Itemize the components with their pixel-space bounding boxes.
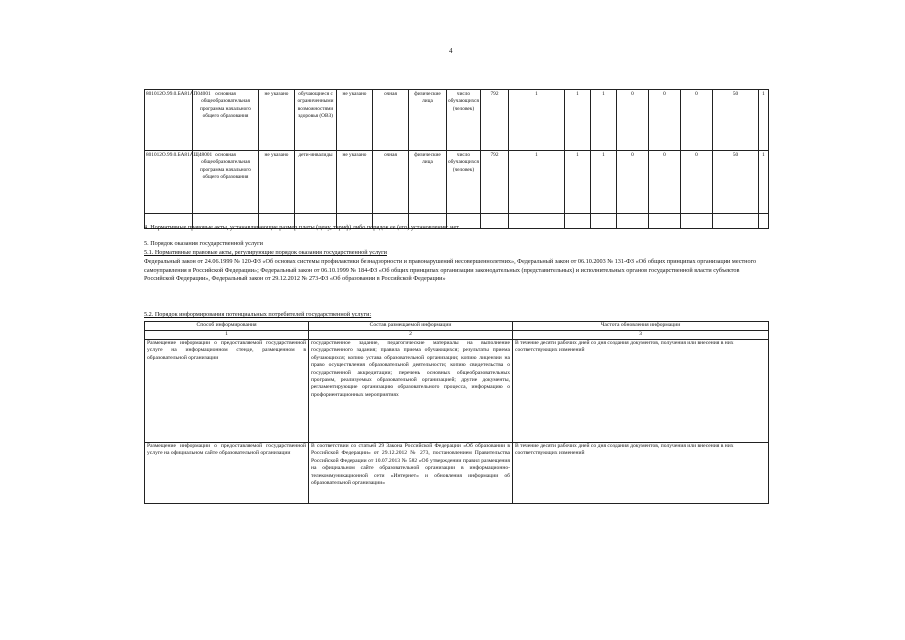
- program-cell: основная общеобразовательная программа начального общего образования: [193, 90, 259, 151]
- table-cell: не указано: [259, 90, 295, 151]
- table-cell: очная: [373, 90, 409, 151]
- informing-table: [144, 321, 769, 504]
- table-row: [145, 443, 769, 504]
- table-header-row: [145, 322, 769, 331]
- table-cell: 0: [649, 90, 681, 151]
- information-content: В соответствии со статьей 29 Закона Российской Федерации «Об образовании в Российской Федерации» от 29.12.2012 № 273, постановлением Правительства Российской Федерации от 10.07.2013 № 582 «Об утверждении правил размещения на официальном сайте образовательной организации в информационно-телекоммуникационной сети «Интернет» и обновления информации об образовательной организации»: [309, 443, 513, 504]
- section-4-text: 4. Нормативные правовые акты, устанавливающие размер платы (цену, тариф) либо порядок ее (его) установления: нет: [144, 224, 459, 231]
- registry-code: 801012О.99.0.БА81АП04001: [145, 90, 193, 151]
- table-cell: дети-инвалиды: [295, 151, 337, 214]
- column-number: 2: [309, 331, 513, 340]
- table-cell: не указано: [337, 151, 373, 214]
- information-content: государственное задание, педагогические материалы на выполнение государственного задания; правила приема обучающихся; результаты приема обучающихся; копию устава образовательной организации; копию лицензии на право осуществления образовательной деятельности; копию свидетельства о государственной аккредитации; перечень основных общеобразовательных программ, реализуемых образовательной организацией; другие документы, регламентирующие организацию образовательного процесса, информацию о профориентационных мероприятиях: [309, 340, 513, 443]
- section-5-1-text: Федеральный закон от 24.06.1999 № 120-ФЗ «Об основах системы профилактики безнадзорности и правонарушений несовершеннолетних», Федеральный закон от 06.10.2003 № 131-ФЗ «Об общих принципах организации местного самоуправления в Российской Федерации»; Федеральный закон от 06.10.1999 № 184-ФЗ «Об общих принципах организации законодательных (представительных) и исполнительных органов государственной власти субъектов Российской Федерации», Федеральный закон от 29.12.2012 № 273-ФЗ «Об образовании в Российской Федерации»: [144, 258, 757, 283]
- update-frequency: В течение десяти рабочих дней со дня создания документов, получения или внесения в них соответствующих изменений: [513, 443, 769, 504]
- table-cell: 1: [591, 151, 617, 214]
- table-cell: 1: [565, 90, 591, 151]
- column-number: 3: [513, 331, 769, 340]
- column-header: Частота обновления информации: [513, 322, 769, 331]
- informing-method: Размещение информации о предоставляемой государственной услуге на официальном сайте образовательной организации: [145, 443, 309, 504]
- table-cell: 0: [617, 151, 649, 214]
- column-header: Состав размещаемой информации: [309, 322, 513, 331]
- table-cell: 0: [617, 90, 649, 151]
- table-cell: 0: [681, 151, 713, 214]
- table-row: [145, 90, 769, 151]
- table-cell: 1: [509, 90, 565, 151]
- page-number: 4: [449, 47, 453, 55]
- table-cell: 1: [759, 90, 769, 151]
- section-5-2-heading: 5.2. Порядок информирования потенциальных потребителей государственной услуги:: [144, 311, 372, 318]
- column-header: Способ информирования: [145, 322, 309, 331]
- registry-code: 801012О.99.0.БА81АЩ48001: [145, 151, 193, 214]
- table-cell: 792: [481, 151, 509, 214]
- indicators-table: [144, 89, 769, 229]
- table-cell: не указано: [337, 90, 373, 151]
- table-row: [145, 340, 769, 443]
- table-row: [145, 151, 769, 214]
- table-cell: обучающиеся с ограниченными возможностями здоровья (ОВЗ): [295, 90, 337, 151]
- table-cell: 50: [713, 151, 759, 214]
- update-frequency: В течение десяти рабочих дней со дня создания документов, получения или внесения в них соответствующих изменений: [513, 340, 769, 443]
- table-cell: число обучающихся (человек): [447, 151, 481, 214]
- program-cell: основная общеобразовательная программа начального общего образования: [193, 151, 259, 214]
- table-cell: 0: [649, 151, 681, 214]
- table-cell: 0: [681, 90, 713, 151]
- table-cell: очная: [373, 151, 409, 214]
- section-5-heading: 5. Порядок оказания государственной услуги: [144, 240, 263, 247]
- table-cell: физические лица: [409, 90, 447, 151]
- section-5-1-heading: 5.1. Нормативные правовые акты, регулирующие порядок оказания государственной услуги: [144, 249, 387, 256]
- informing-method: Размещение информации о предоставляемой государственной услуге на информационном стенде, размещенном в образовательной организации: [145, 340, 309, 443]
- table-cell: не указано: [259, 151, 295, 214]
- table-cell: 50: [713, 90, 759, 151]
- table-cell: число обучающихся (человек): [447, 90, 481, 151]
- table-cell: 792: [481, 90, 509, 151]
- column-number: 1: [145, 331, 309, 340]
- table-cell: физические лица: [409, 151, 447, 214]
- table-cell: 1: [509, 151, 565, 214]
- table-cell: 1: [759, 151, 769, 214]
- table-cell: 1: [591, 90, 617, 151]
- table-number-row: [145, 331, 769, 340]
- table-cell: 1: [565, 151, 591, 214]
